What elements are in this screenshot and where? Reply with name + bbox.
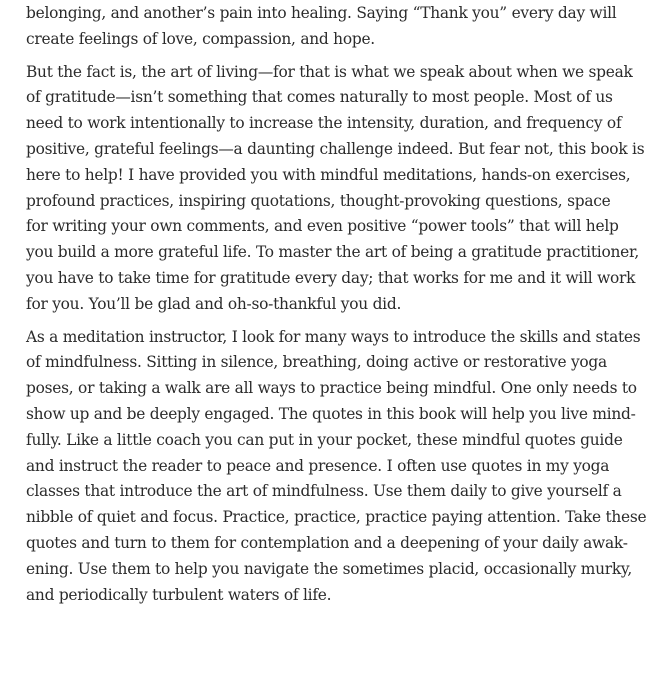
paragraph-1 [26, 1, 640, 53]
text-line: and instruct the reader to peace and presence. I often use quotes in my yoga [26, 456, 610, 475]
text-line: of mindfulness. Sitting in silence, breathing, doing active or restorative yoga [26, 353, 607, 372]
paragraph-3 [26, 325, 647, 609]
text-line: of gratitude—isn’t something that comes naturally to most people. Most of us [26, 88, 613, 107]
text-line: As a meditation instructor, I look for many ways to introduce the skills and states [26, 327, 641, 346]
text-line: for you. You’ll be glad and oh-so-thankful you did. [26, 294, 402, 313]
text-line: create feelings of love, compassion, and hope. [26, 29, 375, 48]
text-line: show up and be deeply engaged. The quotes in this book will help you live mind- [26, 404, 636, 423]
text-line: fully. Like a little coach you can put in your pocket, these mindful quotes guide [26, 430, 623, 449]
text-line: classes that introduce the art of mindfulness. Use them daily to give yourself a [26, 482, 622, 501]
text-line: for writing your own comments, and even positive “power tools” that will help [26, 217, 619, 236]
text-line: ening. Use them to help you navigate the sometimes placid, occasionally murky, [26, 559, 632, 578]
text-line: profound practices, inspiring quotations, thought-provoking questions, space [26, 191, 611, 210]
text-line: But the fact is, the art of living—for that is what we speak about when we speak [26, 62, 633, 81]
text-line: and periodically turbulent waters of life. [26, 585, 332, 604]
text-line: you have to take time for gratitude every day; that works for me and it will work [26, 268, 636, 287]
text-line: quotes and turn to them for contemplation and a deepening of your daily awak- [26, 533, 628, 552]
text-line: here to help! I have provided you with mindful meditations, hands-on exercises, [26, 165, 631, 184]
text-line: belonging, and another’s pain into healing. Saying “Thank you” every day will [26, 4, 617, 22]
text-line: you build a more grateful life. To master the art of being a gratitude practitioner, [26, 243, 640, 262]
paragraph-2 [26, 60, 645, 318]
text-line: positive, grateful feelings—a daunting challenge indeed. But fear not, this book is [26, 139, 645, 158]
text-line: poses, or taking a walk are all ways to practice being mindful. One only needs to [26, 379, 637, 398]
text-line: nibble of quiet and focus. Practice, practice, practice paying attention. Take these [26, 508, 647, 527]
document-page [26, 1, 647, 615]
text-line: need to work intentionally to increase the intensity, duration, and frequency of [26, 114, 622, 133]
